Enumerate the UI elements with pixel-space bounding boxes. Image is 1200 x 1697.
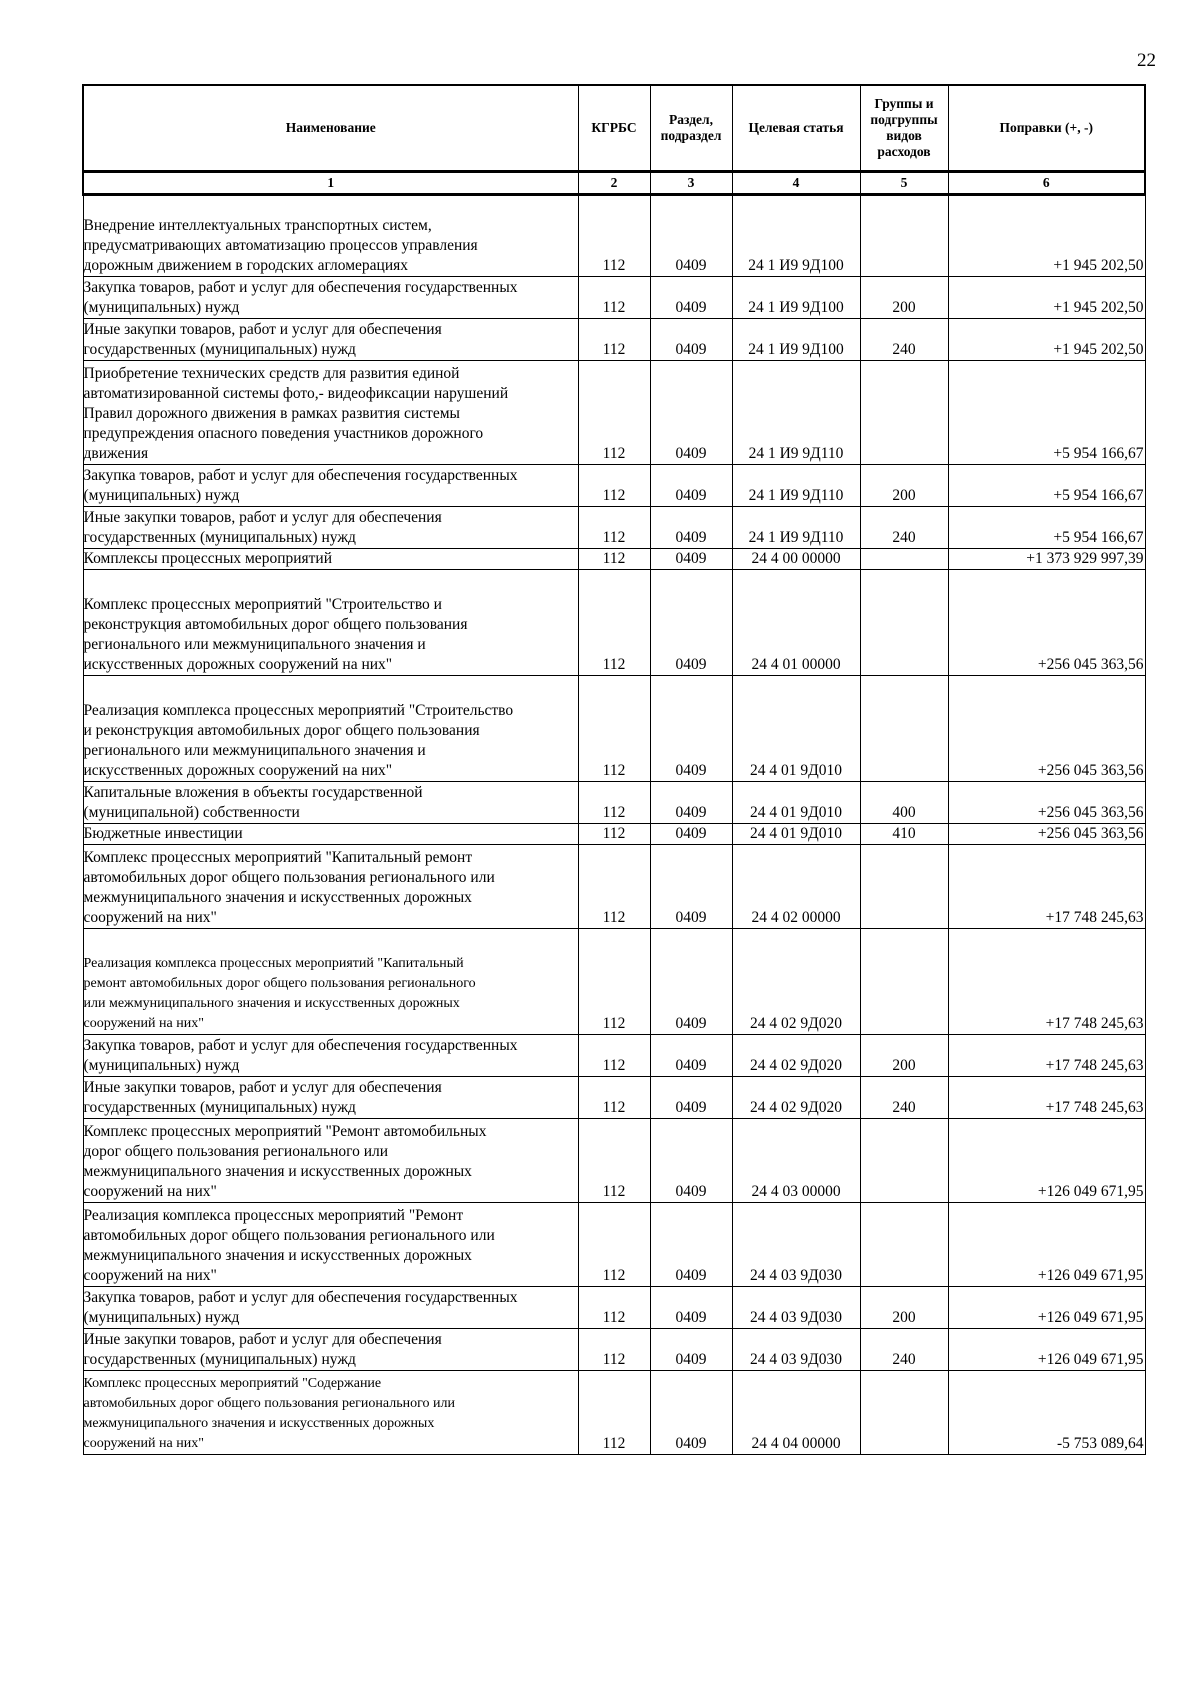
row-name: Иные закупки товаров, работ и услуг для обеспечения государственных (муниципальных) нужд	[83, 1077, 578, 1119]
row-group	[860, 845, 948, 929]
row-name: Капитальные вложения в объекты государственной (муниципальной) собственности	[83, 782, 578, 824]
row-amount: +1 373 929 997,39	[948, 549, 1145, 570]
header-amendments: Поправки (+, -)	[948, 85, 1145, 172]
row-kgrbs: 112	[578, 1035, 650, 1077]
table-header-row	[83, 85, 1145, 172]
row-name: Комплекс процессных мероприятий "Строительство и реконструкция автомобильных дорог общего пользования регионального или межмуниципального значения и искусственных дорожных сооружений на них"	[83, 570, 578, 676]
column-number: 3	[650, 172, 732, 195]
row-group	[860, 361, 948, 465]
row-section: 0409	[650, 549, 732, 570]
row-section: 0409	[650, 195, 732, 277]
row-kgrbs: 112	[578, 277, 650, 319]
row-group	[860, 929, 948, 1035]
table-row	[83, 824, 1145, 845]
row-group: 240	[860, 1329, 948, 1371]
row-group: 240	[860, 1077, 948, 1119]
row-kgrbs: 112	[578, 1119, 650, 1203]
row-group	[860, 676, 948, 782]
row-name: Комплекс процессных мероприятий "Ремонт автомобильных дорог общего пользования регионального или межмуниципального значения и искусственных дорожных сооружений на них"	[83, 1119, 578, 1203]
row-kgrbs: 112	[578, 570, 650, 676]
budget-amendments-table	[82, 84, 1146, 1455]
table-row	[83, 1329, 1145, 1371]
row-target: 24 4 01 00000	[732, 570, 860, 676]
row-name: Реализация комплекса процессных мероприятий "Капитальный ремонт автомобильных дорог общего пользования регионального или межмуниципального значения и искусственных дорожных сооружений на них"	[83, 929, 578, 1035]
row-kgrbs: 112	[578, 549, 650, 570]
header-target: Целевая статья	[732, 85, 860, 172]
row-target: 24 4 01 9Д010	[732, 676, 860, 782]
column-number-row	[83, 172, 1145, 195]
row-group: 200	[860, 465, 948, 507]
page-number: 22	[1137, 50, 1156, 71]
row-section: 0409	[650, 465, 732, 507]
row-section: 0409	[650, 1287, 732, 1329]
row-target: 24 4 02 00000	[732, 845, 860, 929]
table-row	[83, 195, 1145, 277]
row-amount: +5 954 166,67	[948, 465, 1145, 507]
row-name: Реализация комплекса процессных мероприятий "Ремонт автомобильных дорог общего пользования регионального или межмуниципального значения и искусственных дорожных сооружений на них"	[83, 1203, 578, 1287]
row-section: 0409	[650, 319, 732, 361]
row-section: 0409	[650, 1077, 732, 1119]
row-target: 24 1 И9 9Д110	[732, 465, 860, 507]
row-amount: +126 049 671,95	[948, 1203, 1145, 1287]
row-amount: +256 045 363,56	[948, 824, 1145, 845]
row-name: Закупка товаров, работ и услуг для обеспечения государственных (муниципальных) нужд	[83, 277, 578, 319]
row-group: 200	[860, 1035, 948, 1077]
table-row	[83, 1119, 1145, 1203]
row-group	[860, 1371, 948, 1455]
row-kgrbs: 112	[578, 507, 650, 549]
header-groups: Группы и подгруппы видов расходов	[860, 85, 948, 172]
table-row	[83, 1371, 1145, 1455]
row-name: Комплекс процессных мероприятий "Капитальный ремонт автомобильных дорог общего пользования регионального или межмуниципального значения и искусственных дорожных сооружений на них"	[83, 845, 578, 929]
row-group	[860, 1119, 948, 1203]
row-name: Иные закупки товаров, работ и услуг для обеспечения государственных (муниципальных) нужд	[83, 1329, 578, 1371]
row-group	[860, 549, 948, 570]
row-name: Иные закупки товаров, работ и услуг для обеспечения государственных (муниципальных) нужд	[83, 507, 578, 549]
row-target: 24 4 03 9Д030	[732, 1287, 860, 1329]
row-amount: +17 748 245,63	[948, 929, 1145, 1035]
table-row	[83, 929, 1145, 1035]
column-number: 1	[83, 172, 578, 195]
row-group: 240	[860, 319, 948, 361]
row-section: 0409	[650, 676, 732, 782]
row-group: 240	[860, 507, 948, 549]
row-amount: +17 748 245,63	[948, 1035, 1145, 1077]
table-row	[83, 507, 1145, 549]
row-amount: +256 045 363,56	[948, 676, 1145, 782]
row-name: Закупка товаров, работ и услуг для обеспечения государственных (муниципальных) нужд	[83, 465, 578, 507]
row-kgrbs: 112	[578, 465, 650, 507]
row-name: Внедрение интеллектуальных транспортных систем, предусматривающих автоматизацию процессов управления дорожным движением в городских агломерациях	[83, 195, 578, 277]
row-group: 400	[860, 782, 948, 824]
row-amount: +17 748 245,63	[948, 845, 1145, 929]
table-row	[83, 782, 1145, 824]
row-target: 24 1 И9 9Д100	[732, 195, 860, 277]
row-amount: -5 753 089,64	[948, 1371, 1145, 1455]
header-name: Наименование	[83, 85, 578, 172]
row-kgrbs: 112	[578, 782, 650, 824]
header-section: Раздел, подраздел	[650, 85, 732, 172]
row-amount: +126 049 671,95	[948, 1287, 1145, 1329]
row-group: 200	[860, 277, 948, 319]
row-target: 24 4 04 00000	[732, 1371, 860, 1455]
row-section: 0409	[650, 361, 732, 465]
row-amount: +5 954 166,67	[948, 507, 1145, 549]
row-group	[860, 1203, 948, 1287]
table-row	[83, 570, 1145, 676]
row-section: 0409	[650, 1329, 732, 1371]
row-amount: +126 049 671,95	[948, 1329, 1145, 1371]
row-kgrbs: 112	[578, 845, 650, 929]
row-section: 0409	[650, 1119, 732, 1203]
row-amount: +1 945 202,50	[948, 195, 1145, 277]
row-target: 24 4 02 9Д020	[732, 1035, 860, 1077]
row-kgrbs: 112	[578, 1077, 650, 1119]
table-row	[83, 277, 1145, 319]
row-amount: +126 049 671,95	[948, 1119, 1145, 1203]
column-number: 4	[732, 172, 860, 195]
column-number: 5	[860, 172, 948, 195]
row-section: 0409	[650, 1371, 732, 1455]
row-section: 0409	[650, 929, 732, 1035]
table-row	[83, 549, 1145, 570]
row-name: Бюджетные инвестиции	[83, 824, 578, 845]
table-row	[83, 1035, 1145, 1077]
row-target: 24 4 03 9Д030	[732, 1203, 860, 1287]
row-name: Комплекс процессных мероприятий "Содержание автомобильных дорог общего пользования регионального или межмуниципального значения и искусственных дорожных сооружений на них"	[83, 1371, 578, 1455]
row-name: Реализация комплекса процессных мероприятий "Строительство и реконструкция автомобильных дорог общего пользования регионального или межмуниципального значения и искусственных дорожных сооружений на них"	[83, 676, 578, 782]
row-kgrbs: 112	[578, 1329, 650, 1371]
row-group	[860, 570, 948, 676]
row-target: 24 4 03 00000	[732, 1119, 860, 1203]
header-kgrbs: КГРБС	[578, 85, 650, 172]
row-target: 24 4 01 9Д010	[732, 824, 860, 845]
row-group	[860, 195, 948, 277]
row-kgrbs: 112	[578, 195, 650, 277]
row-kgrbs: 112	[578, 1287, 650, 1329]
row-group: 200	[860, 1287, 948, 1329]
row-section: 0409	[650, 845, 732, 929]
row-section: 0409	[650, 570, 732, 676]
row-target: 24 4 00 00000	[732, 549, 860, 570]
row-name: Комплексы процессных мероприятий	[83, 549, 578, 570]
row-section: 0409	[650, 1035, 732, 1077]
row-group: 410	[860, 824, 948, 845]
row-amount: +1 945 202,50	[948, 277, 1145, 319]
row-kgrbs: 112	[578, 929, 650, 1035]
row-amount: +256 045 363,56	[948, 570, 1145, 676]
row-section: 0409	[650, 1203, 732, 1287]
row-target: 24 4 02 9Д020	[732, 1077, 860, 1119]
row-kgrbs: 112	[578, 361, 650, 465]
row-kgrbs: 112	[578, 319, 650, 361]
table-row	[83, 361, 1145, 465]
row-name: Приобретение технических средств для развития единой автоматизированной системы фото,- видеофиксации нарушений Правил дорожного движения в рамках развития системы предупреждения опасного поведения участников дорожного движения	[83, 361, 578, 465]
table-row	[83, 465, 1145, 507]
row-target: 24 4 01 9Д010	[732, 782, 860, 824]
row-section: 0409	[650, 277, 732, 319]
row-amount: +1 945 202,50	[948, 319, 1145, 361]
row-target: 24 1 И9 9Д100	[732, 319, 860, 361]
row-name: Иные закупки товаров, работ и услуг для обеспечения государственных (муниципальных) нужд	[83, 319, 578, 361]
row-target: 24 4 03 9Д030	[732, 1329, 860, 1371]
table-body	[83, 195, 1145, 1455]
row-amount: +17 748 245,63	[948, 1077, 1145, 1119]
column-number: 6	[948, 172, 1145, 195]
row-amount: +256 045 363,56	[948, 782, 1145, 824]
row-target: 24 4 02 9Д020	[732, 929, 860, 1035]
table-row	[83, 845, 1145, 929]
row-amount: +5 954 166,67	[948, 361, 1145, 465]
table-row	[83, 1077, 1145, 1119]
row-section: 0409	[650, 507, 732, 549]
row-target: 24 1 И9 9Д110	[732, 361, 860, 465]
column-number: 2	[578, 172, 650, 195]
row-section: 0409	[650, 824, 732, 845]
row-name: Закупка товаров, работ и услуг для обеспечения государственных (муниципальных) нужд	[83, 1287, 578, 1329]
row-target: 24 1 И9 9Д110	[732, 507, 860, 549]
row-kgrbs: 112	[578, 1371, 650, 1455]
table-row	[83, 319, 1145, 361]
table-row	[83, 676, 1145, 782]
row-kgrbs: 112	[578, 1203, 650, 1287]
row-name: Закупка товаров, работ и услуг для обеспечения государственных (муниципальных) нужд	[83, 1035, 578, 1077]
table-row	[83, 1287, 1145, 1329]
row-kgrbs: 112	[578, 824, 650, 845]
row-section: 0409	[650, 782, 732, 824]
row-target: 24 1 И9 9Д100	[732, 277, 860, 319]
table-row	[83, 1203, 1145, 1287]
row-kgrbs: 112	[578, 676, 650, 782]
